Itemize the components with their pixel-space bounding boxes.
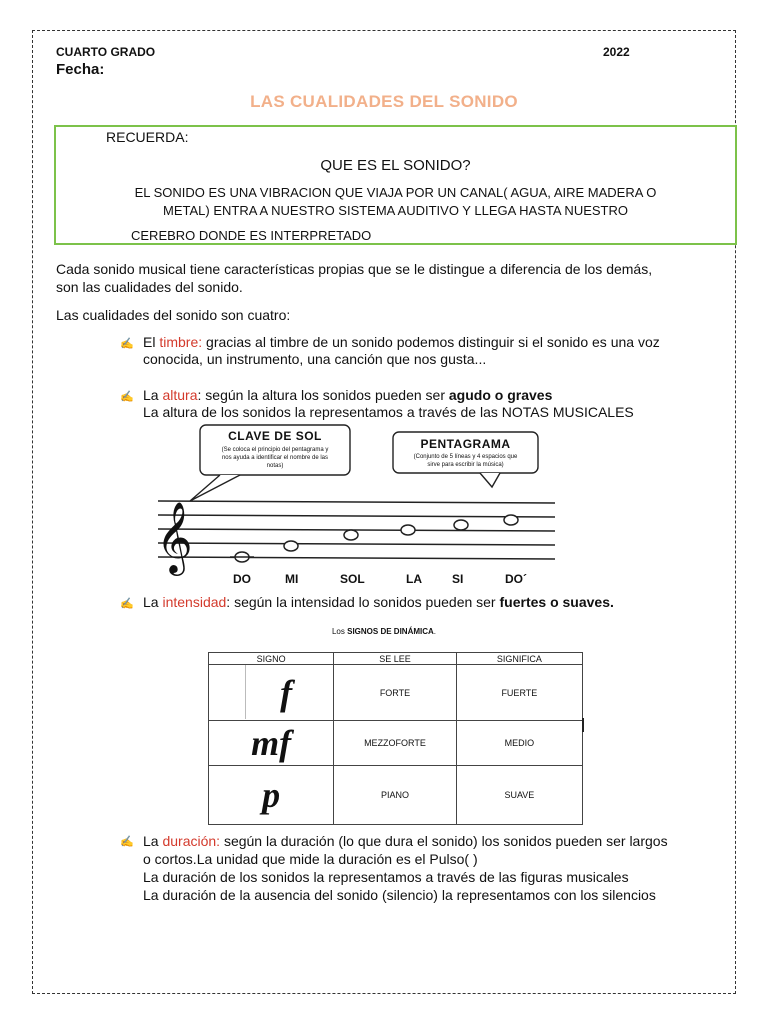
timbre-line-1: El timbre: gracias al timbre de un sonido podemos distinguir si el sonido es una voz	[143, 334, 660, 350]
note-heads	[230, 515, 518, 562]
treble-clef-icon: 𝄞	[156, 500, 193, 573]
intensidad-line: La intensidad: según la intensidad lo sonidos pueden ser fuertes o suaves.	[143, 594, 614, 610]
recuerda-line-2: METAL) ENTRA A NUESTRO SISTEMA AUDITIVO Y LLEGA HASTA NUESTRO	[163, 203, 628, 218]
duracion-line-3: La duración de los sonidos la representamos a través de las figuras musicales	[143, 869, 629, 885]
pentagrama-title: PENTAGRAMA	[420, 437, 511, 451]
altura-line-1: La altura: según la altura los sonidos pueden ser agudo o graves	[143, 387, 553, 403]
table-cell-meaning: SUAVE	[456, 766, 582, 825]
writing-hand-icon: ✍	[120, 598, 134, 610]
writing-hand-icon: ✍	[120, 836, 134, 848]
writing-hand-icon: ✍	[120, 338, 134, 350]
writing-hand-icon: ✍	[120, 391, 134, 403]
clave-title: CLAVE DE SOL	[228, 429, 322, 443]
note-label-do: DO	[233, 572, 251, 586]
note-label-si: SI	[452, 572, 464, 586]
dynamics-table	[208, 652, 583, 825]
table-row	[209, 665, 583, 721]
intro-line-3: Las cualidades del sonido son cuatro:	[56, 307, 291, 323]
clave-desc: (Se coloca el principio del pentagrama y nos ayuda a identificar el nombre de las notas)	[221, 447, 329, 469]
page-title: LAS CUALIDADES DEL SONIDO	[250, 92, 518, 111]
grade-label: CUARTO GRADO	[56, 45, 156, 59]
table-header-row	[209, 653, 583, 665]
note-label-la: LA	[406, 572, 422, 586]
intro-line-2: son las cualidades del sonido.	[56, 279, 243, 295]
table-cell-read: PIANO	[334, 766, 456, 825]
duracion-line-4: La duración de la ausencia del sonido (silencio) la representamos con los silencios	[143, 887, 656, 903]
timbre-line-2: conocida, un instrumento, una canción que nos gusta...	[143, 351, 487, 367]
table-header: SIGNIFICA	[456, 653, 582, 665]
recuerda-label: RECUERDA:	[106, 129, 189, 145]
year-label: 2022	[603, 45, 630, 59]
duracion-line-2: o cortos.La unidad que mide la duración es el Pulso( )	[143, 851, 478, 867]
note-label-sol: SOL	[340, 572, 365, 586]
pentagrama-callout-pointer	[480, 473, 500, 487]
table-row	[209, 766, 583, 825]
clave-callout-pointer	[190, 475, 240, 501]
table-header: SE LEE	[334, 653, 456, 665]
recuerda-line-3: CEREBRO DONDE ES INTERPRETADO	[131, 228, 372, 243]
table-cell-read: FORTE	[334, 665, 456, 721]
sign-column-divider	[245, 665, 246, 719]
staff-lines	[158, 501, 555, 559]
date-label: Fecha:	[56, 61, 105, 78]
note-label-mi: MI	[285, 572, 299, 586]
table-header: SIGNO	[209, 653, 334, 665]
table-cell-read: MEZZOFORTE	[334, 721, 456, 766]
table-cell-meaning: MEDIO	[456, 721, 582, 766]
table-edge-mark	[582, 718, 584, 732]
table-cell-sign: mf	[209, 721, 334, 766]
recuerda-question: QUE ES EL SONIDO?	[320, 157, 471, 174]
dynamics-caption: Los SIGNOS DE DINÁMICA.	[331, 627, 437, 636]
table-cell-meaning: FUERTE	[456, 665, 582, 721]
table-row	[209, 721, 583, 766]
note-label-do-high: DO´	[505, 572, 527, 586]
duracion-line-1: La duración: según la duración (lo que dura el sonido) los sonidos pueden ser largos	[143, 833, 668, 849]
intro-line-1: Cada sonido musical tiene características propias que se le distingue a diferencia de los demás,	[56, 261, 653, 277]
pentagrama-desc: (Conjunto de 5 líneas y 4 espacios que sirve para escribir la música)	[413, 454, 518, 468]
altura-line-2: La altura de los sonidos la representamos a través de las NOTAS MUSICALES	[143, 404, 634, 420]
recuerda-line-1: EL SONIDO ES UNA VIBRACION QUE VIAJA POR UN CANAL( AGUA, AIRE MADERA O	[134, 185, 657, 200]
table-cell-sign: p	[209, 766, 334, 825]
table-cell-sign: f	[209, 665, 334, 721]
